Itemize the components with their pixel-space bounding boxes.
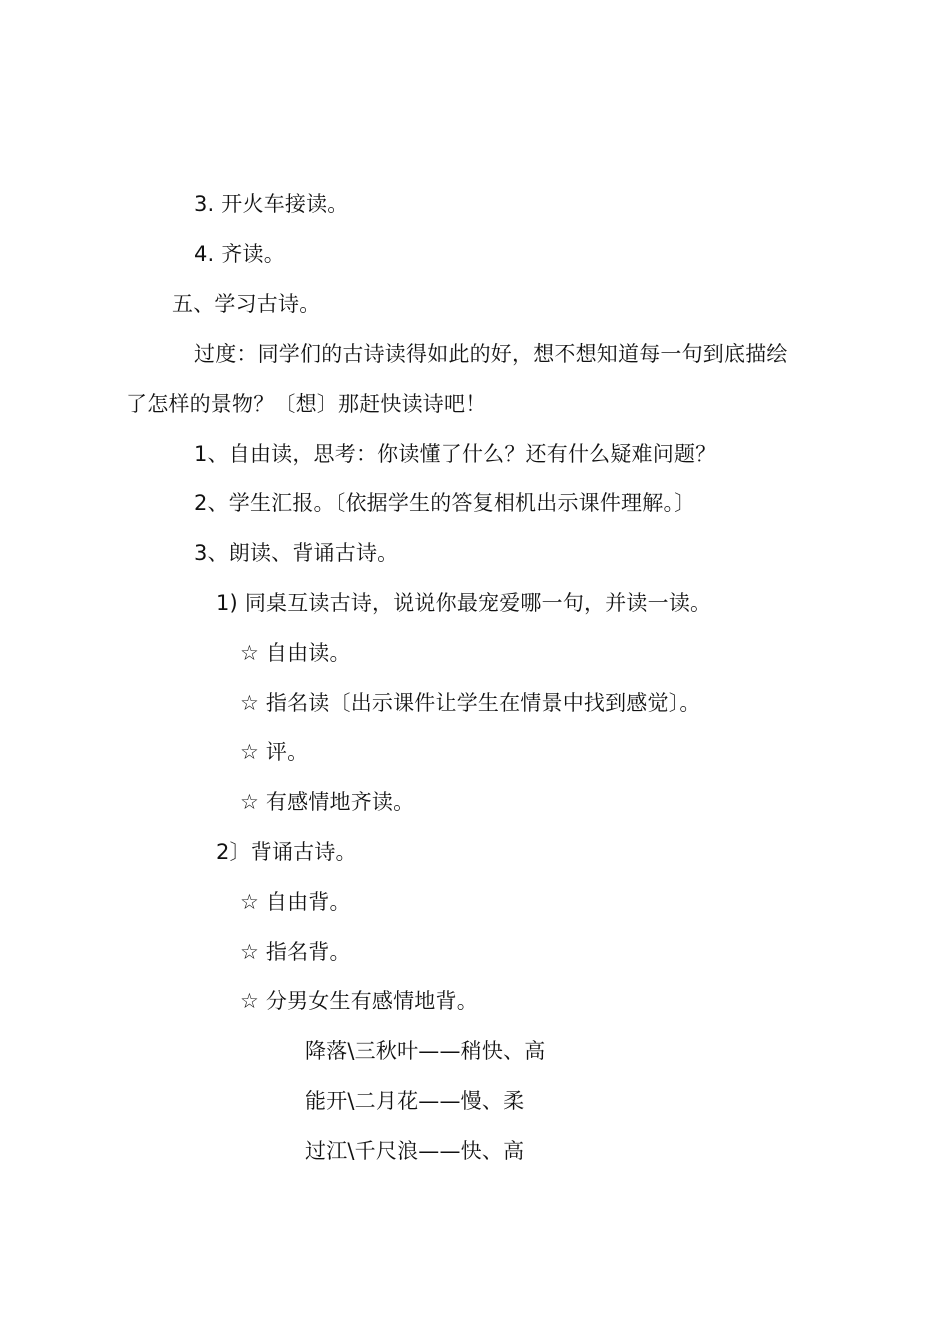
transition-paragraph-line-2: 了怎样的景物？〔想〕那赶快读诗吧！: [126, 392, 487, 416]
reading-guide-line-2: 能开\二月花——慢、柔: [305, 1089, 525, 1113]
star-item-evaluate: ☆ 评。: [240, 740, 309, 764]
star-item-named-read: ☆ 指名读〔出示课件让学生在情景中找到感觉〕。: [240, 691, 701, 715]
reading-guide-line-3: 过江\千尺浪——快、高: [305, 1139, 525, 1163]
star-item-named-recite: ☆ 指名背。: [240, 940, 351, 964]
item-free-reading: 1、自由读，思考：你读懂了什么？还有什么疑难问题？: [194, 442, 717, 466]
item-recite-poem: 3、朗读、背诵古诗。: [194, 541, 399, 565]
step-read-together: 4. 齐读。: [194, 242, 285, 266]
transition-paragraph-line-1: 过度：同学们的古诗读得如此的好，想不想知道每一句到底描绘: [194, 342, 788, 366]
reading-guide-line-1: 降落\三秋叶——稍快、高: [305, 1039, 546, 1063]
section-heading-learn-poem: 五、学习古诗。: [172, 292, 321, 316]
star-item-emotional-read: ☆ 有感情地齐读。: [240, 790, 415, 814]
star-item-group-recite: ☆ 分男女生有感情地背。: [240, 989, 478, 1013]
subitem-pair-reading: 1) 同桌互读古诗，说说你最宠爱哪一句，并读一读。: [216, 591, 712, 615]
subitem-recite: 2〕背诵古诗。: [216, 840, 357, 864]
item-student-report: 2、学生汇报。〔依据学生的答复相机出示课件理解。〕: [194, 491, 696, 515]
step-train-reading: 3. 开火车接读。: [194, 192, 349, 216]
star-item-free-read: ☆ 自由读。: [240, 641, 351, 665]
star-item-free-recite: ☆ 自由背。: [240, 890, 351, 914]
